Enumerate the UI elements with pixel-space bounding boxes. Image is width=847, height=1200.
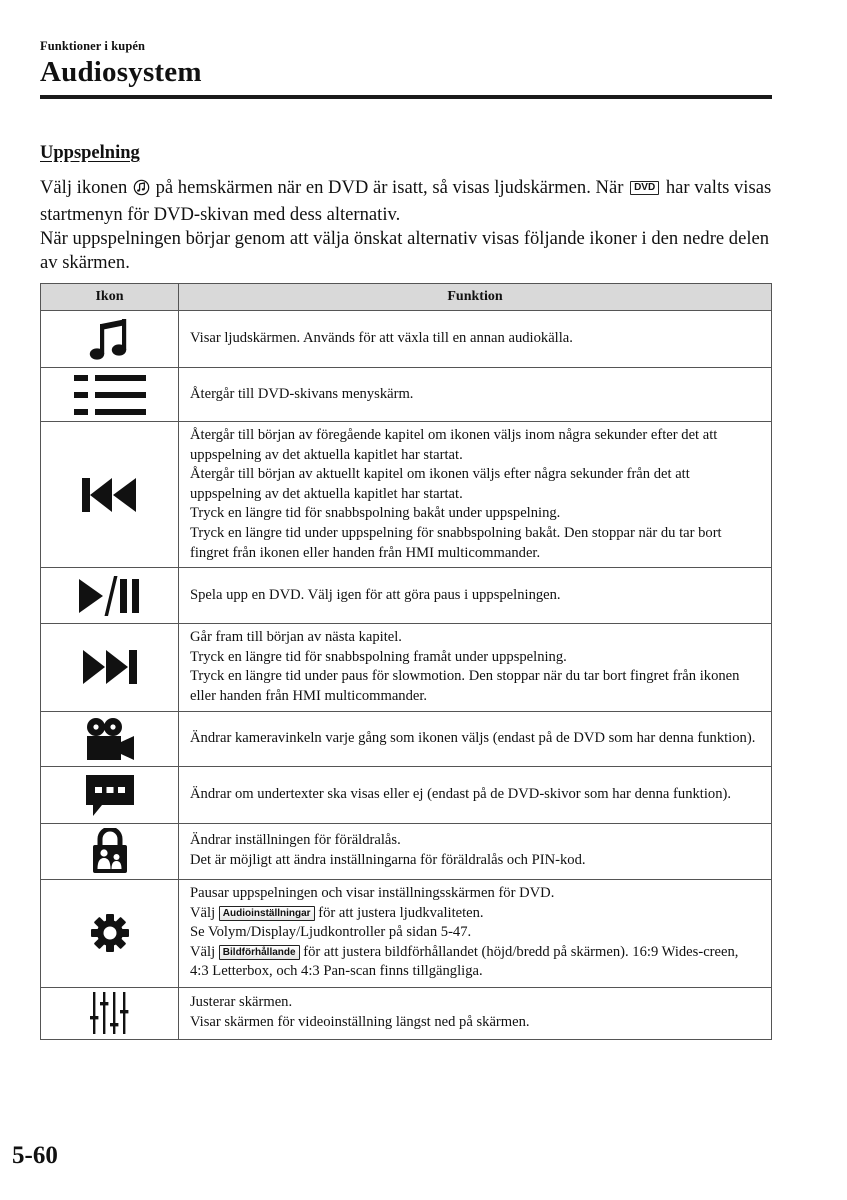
function-text: Ändrar kameravinkeln varje gång som ikonen väljs (endast på de DVD som har denna funktion).: [190, 729, 756, 746]
icon-cell: [41, 568, 179, 624]
function-text: Pausar uppspelningen och visar inställningsskärmen för DVD.: [190, 885, 555, 902]
intro-paragraph-2: När uppspelningen börjar genom att välja önskat alternativ visas följande ikoner i den nedre delen av skärmen.: [40, 228, 770, 273]
function-cell: [179, 568, 772, 624]
function-text: Tryck en längre tid under uppspelning för snabbspolning bakåt. Den stoppar när du tar bort fingret från ikonen eller handen från HMI multicommander.: [190, 524, 722, 561]
page-number: 5-60: [12, 1142, 58, 1169]
function-text: Återgår till början av aktuellt kapitel om ikonen väljs efter några sekunder från det att uppspelning av det aktuella kapitlet har startat.: [190, 466, 690, 502]
play-pause-icon: [41, 576, 178, 616]
function-text: [190, 943, 759, 982]
icon-cell: [41, 711, 179, 766]
icon-cell: [41, 879, 179, 987]
intro-text-part: Välj ikonen: [40, 177, 128, 198]
section-heading: Uppspelning: [40, 143, 140, 163]
audio-settings-button-icon: Audioinställningar: [219, 906, 315, 921]
function-cell: [179, 311, 772, 368]
menu-list-icon: [41, 374, 178, 416]
function-text: [190, 904, 759, 924]
video-adjust-sliders-icon: [41, 992, 178, 1034]
function-cell: [179, 987, 772, 1039]
page-title: Audiosystem: [40, 56, 202, 88]
table-header-row: [41, 284, 772, 311]
function-text: Se Volym/Display/Ljudkontroller på sidan 5-47.: [190, 924, 472, 941]
function-text: Tryck en längre tid för snabbspolning bakåt under uppspelning.: [190, 505, 561, 522]
parental-lock-icon: [41, 828, 178, 874]
function-cell: [179, 624, 772, 711]
function-text: Ändrar om undertexter ska visas eller ej (endast på de DVD-skivor som har denna funktion).: [190, 785, 732, 802]
function-cell: [179, 422, 772, 568]
icon-cell: [41, 987, 179, 1039]
function-cell: [179, 766, 772, 823]
function-text-part: Välj: [190, 904, 216, 921]
table-row: [41, 311, 772, 368]
function-cell: [179, 879, 772, 987]
skip-next-icon: [41, 650, 178, 684]
icon-cell: [41, 422, 179, 568]
function-text: Justerar skärmen.: [190, 994, 293, 1011]
function-text: Ändrar inställningen för föräldralås.: [190, 832, 401, 849]
icon-cell: [41, 823, 179, 879]
function-cell: [179, 368, 772, 422]
intro-text-part: på hemskärmen när en DVD är isatt, så visas ljudskärmen. När: [155, 177, 624, 198]
icon-cell: [41, 766, 179, 823]
function-text: Tryck en längre tid under paus för slowmotion. Den stoppar när du tar bort fingret från ikonen eller handen från HMI multicommander.: [190, 668, 740, 704]
function-text: Tryck en längre tid för snabbspolning framåt under uppspelning.: [190, 648, 567, 665]
skip-previous-icon: [41, 477, 178, 513]
icon-cell: [41, 368, 179, 422]
function-cell: [179, 711, 772, 766]
icon-cell: [41, 624, 179, 711]
aspect-ratio-button-icon: Bildförhållande: [219, 945, 300, 960]
function-text-part: för att justera ljudkvaliteten.: [318, 904, 484, 921]
function-text-part: för att justera bildförhållandet (höjd/bredd på skärmen). 16:9 Wides-creen, 4:3 Letterbox, och 4:3 Pan-scan finns tillgängliga.: [190, 943, 739, 980]
camera-angle-icon: [41, 717, 178, 761]
music-note-icon: [41, 316, 178, 362]
column-header-icon: Ikon: [41, 284, 179, 311]
function-text: Visar skärmen för videoinställning längst ned på skärmen.: [190, 1014, 530, 1031]
subtitles-icon: [41, 773, 178, 817]
function-text: Spela upp en DVD. Välj igen för att göra paus i uppspelningen.: [190, 586, 561, 603]
title-rule: [40, 95, 772, 99]
table-row: [41, 823, 772, 879]
function-text: Går fram till början av nästa kapitel.: [190, 629, 402, 646]
table-row: [41, 879, 772, 987]
music-disc-icon: [133, 179, 150, 203]
table-row: [41, 368, 772, 422]
intro-text: [40, 176, 780, 275]
table-row: [41, 624, 772, 711]
function-text: Visar ljudskärmen. Används för att växla till en annan audiokälla.: [190, 330, 573, 347]
table-row: [41, 422, 772, 568]
function-text-part: Välj: [190, 943, 216, 960]
function-text: Återgår till DVD-skivans menyskärm.: [190, 385, 414, 402]
table-row: [41, 711, 772, 766]
function-text: Det är möjligt att ändra inställningarna för föräldralås och PIN-kod.: [190, 852, 586, 869]
table-row: [41, 766, 772, 823]
function-text: Återgår till början av föregående kapitel om ikonen väljs inom några sekunder efter det att uppspelning av det aktuella kapitlet har startat.: [190, 427, 718, 463]
column-header-function: Funktion: [179, 284, 772, 311]
settings-gear-icon: [41, 913, 178, 953]
function-cell: [179, 823, 772, 879]
table-row: [41, 568, 772, 624]
intro-paragraph-1: [40, 176, 780, 227]
dvd-button-icon: DVD: [630, 181, 659, 195]
icon-cell: [41, 311, 179, 368]
intro-text-part: har valts visas startmenyn för DVD-skivan med dess alternativ.: [40, 177, 772, 225]
table-row: [41, 987, 772, 1039]
section-kicker: Funktioner i kupén: [40, 39, 146, 53]
function-table: [40, 283, 772, 1040]
